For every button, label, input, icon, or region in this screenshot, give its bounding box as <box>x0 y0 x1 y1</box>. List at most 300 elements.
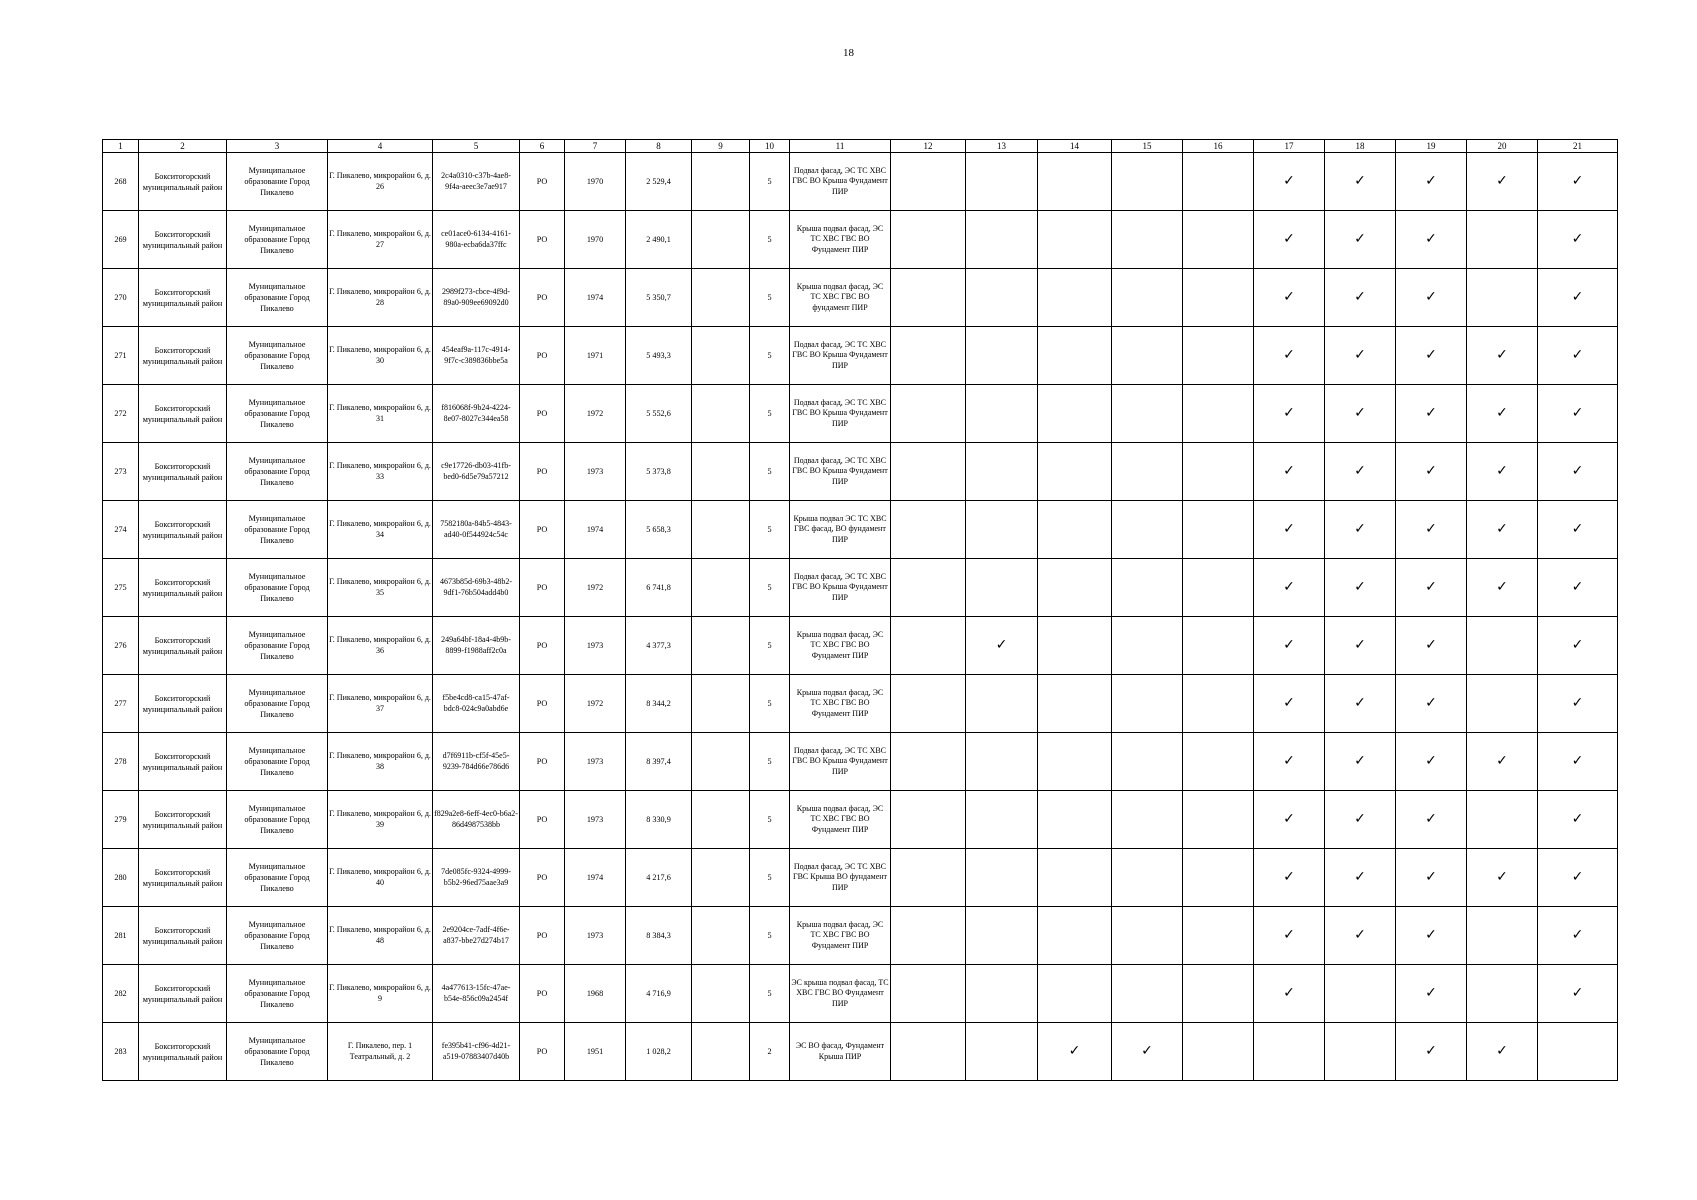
cell-col-14 <box>1038 327 1112 385</box>
cell-year: 1974 <box>565 501 626 559</box>
cell-floors: 5 <box>750 675 790 733</box>
cell-area: 5 552,6 <box>626 385 692 443</box>
cell-col-14 <box>1038 1023 1112 1081</box>
check-icon: ✓ <box>1571 520 1584 537</box>
check-icon: ✓ <box>1354 520 1366 537</box>
cell-type: РО <box>520 849 565 907</box>
cell-municipality: Муниципальное образование Город Пикалево <box>227 385 328 443</box>
check-icon: ✓ <box>1425 288 1437 305</box>
check-icon: ✓ <box>1571 288 1584 305</box>
cell-col-14 <box>1038 617 1112 675</box>
column-header-3: 3 <box>227 140 328 153</box>
cell-col-17 <box>1254 501 1325 559</box>
cell-col-15 <box>1112 501 1183 559</box>
cell-col-21 <box>1538 965 1618 1023</box>
cell-col-16 <box>1183 153 1254 211</box>
table-row <box>103 1023 1618 1081</box>
cell-col-17 <box>1254 791 1325 849</box>
check-icon: ✓ <box>1283 810 1295 827</box>
cell-col-12 <box>891 211 966 269</box>
table-row <box>103 617 1618 675</box>
cell-col-12 <box>891 907 966 965</box>
column-header-18: 18 <box>1325 140 1396 153</box>
cell-num: 278 <box>103 733 139 791</box>
table-row <box>103 849 1618 907</box>
check-icon: ✓ <box>1354 636 1366 653</box>
cell-guid: f5be4cd8-ca15-47af-bdc8-024c9a0abd6e <box>433 675 520 733</box>
cell-col-18 <box>1325 385 1396 443</box>
cell-col-17 <box>1254 1023 1325 1081</box>
cell-works: Подвал фасад, ЭС ТС ХВС ГВС ВО Крыша Фундамент ПИР <box>790 733 891 791</box>
check-icon: ✓ <box>1425 462 1437 479</box>
cell-col-21 <box>1538 1023 1618 1081</box>
cell-col-18 <box>1325 443 1396 501</box>
table-row <box>103 791 1618 849</box>
cell-col-16 <box>1183 675 1254 733</box>
check-icon: ✓ <box>1354 288 1366 305</box>
cell-floors: 5 <box>750 559 790 617</box>
cell-address: Г. Пикалево, микрорайон 6, д. 9 <box>328 965 433 1023</box>
cell-col-14 <box>1038 675 1112 733</box>
cell-floors: 5 <box>750 617 790 675</box>
cell-area: 5 658,3 <box>626 501 692 559</box>
cell-col-13 <box>966 733 1038 791</box>
cell-col-16 <box>1183 327 1254 385</box>
cell-district: Бокситогорский муниципальный район <box>139 617 227 675</box>
cell-col-13 <box>966 617 1038 675</box>
cell-col-13 <box>966 1023 1038 1081</box>
cell-guid: ce01ace0-6134-4161-980a-ecba6da37ffc <box>433 211 520 269</box>
cell-col-19 <box>1396 617 1467 675</box>
cell-works: Крыша подвал фасад, ЭС ТС ХВС ГВС ВО фундамент ПИР <box>790 269 891 327</box>
cell-area: 5 373,8 <box>626 443 692 501</box>
check-icon: ✓ <box>1496 752 1508 769</box>
cell-col-15 <box>1112 327 1183 385</box>
cell-col-13 <box>966 675 1038 733</box>
cell-col-18 <box>1325 153 1396 211</box>
check-icon: ✓ <box>1496 346 1508 363</box>
cell-col-21 <box>1538 269 1618 327</box>
cell-address: Г. Пикалево, микрорайон 6, д. 48 <box>328 907 433 965</box>
check-icon: ✓ <box>1571 810 1584 827</box>
building-registry-table <box>102 139 1618 1081</box>
check-icon: ✓ <box>995 636 1008 653</box>
cell-district: Бокситогорский муниципальный район <box>139 675 227 733</box>
table-row <box>103 385 1618 443</box>
column-header-21: 21 <box>1538 140 1618 153</box>
cell-col-13 <box>966 211 1038 269</box>
cell-col-16 <box>1183 965 1254 1023</box>
cell-year: 1973 <box>565 443 626 501</box>
cell-floors: 5 <box>750 443 790 501</box>
cell-col-15 <box>1112 269 1183 327</box>
cell-address: Г. Пикалево, микрорайон 6, д. 39 <box>328 791 433 849</box>
cell-area: 6 741,8 <box>626 559 692 617</box>
check-icon: ✓ <box>1283 926 1295 943</box>
cell-municipality: Муниципальное образование Город Пикалево <box>227 443 328 501</box>
cell-col-20 <box>1467 849 1538 907</box>
cell-district: Бокситогорский муниципальный район <box>139 849 227 907</box>
check-icon: ✓ <box>1571 346 1584 363</box>
cell-col-13 <box>966 965 1038 1023</box>
cell-empty <box>692 617 750 675</box>
cell-col-19 <box>1396 559 1467 617</box>
cell-district: Бокситогорский муниципальный район <box>139 1023 227 1081</box>
column-header-6: 6 <box>520 140 565 153</box>
cell-year: 1972 <box>565 385 626 443</box>
cell-guid: c9e17726-db03-41fb-bed0-6d5e79a57212 <box>433 443 520 501</box>
check-icon: ✓ <box>1283 694 1295 711</box>
check-icon: ✓ <box>1425 230 1437 247</box>
cell-area: 4 217,6 <box>626 849 692 907</box>
check-icon: ✓ <box>1425 346 1437 363</box>
cell-col-16 <box>1183 617 1254 675</box>
cell-empty <box>692 791 750 849</box>
cell-year: 1973 <box>565 791 626 849</box>
cell-municipality: Муниципальное образование Город Пикалево <box>227 849 328 907</box>
cell-col-15 <box>1112 443 1183 501</box>
cell-district: Бокситогорский муниципальный район <box>139 385 227 443</box>
cell-col-19 <box>1396 733 1467 791</box>
cell-empty <box>692 385 750 443</box>
cell-num: 269 <box>103 211 139 269</box>
table-row <box>103 269 1618 327</box>
cell-area: 5 350,7 <box>626 269 692 327</box>
cell-floors: 5 <box>750 907 790 965</box>
cell-type: РО <box>520 617 565 675</box>
cell-num: 276 <box>103 617 139 675</box>
cell-col-12 <box>891 965 966 1023</box>
cell-col-17 <box>1254 327 1325 385</box>
cell-col-14 <box>1038 849 1112 907</box>
cell-col-18 <box>1325 211 1396 269</box>
cell-col-21 <box>1538 501 1618 559</box>
cell-address: Г. Пикалево, пер. 1 Театральный, д. 2 <box>328 1023 433 1081</box>
cell-col-17 <box>1254 675 1325 733</box>
check-icon: ✓ <box>1496 404 1508 421</box>
check-icon: ✓ <box>1283 404 1295 421</box>
cell-col-20 <box>1467 907 1538 965</box>
column-header-1: 1 <box>103 140 139 153</box>
check-icon: ✓ <box>1571 636 1584 653</box>
cell-col-16 <box>1183 1023 1254 1081</box>
table-row <box>103 733 1618 791</box>
check-icon: ✓ <box>1283 520 1295 537</box>
cell-col-16 <box>1183 733 1254 791</box>
cell-num: 270 <box>103 269 139 327</box>
page-number: 18 <box>843 47 854 59</box>
cell-col-14 <box>1038 559 1112 617</box>
cell-col-21 <box>1538 385 1618 443</box>
cell-district: Бокситогорский муниципальный район <box>139 153 227 211</box>
cell-num: 272 <box>103 385 139 443</box>
cell-address: Г. Пикалево, микрорайон 6, д. 28 <box>328 269 433 327</box>
cell-col-21 <box>1538 559 1618 617</box>
cell-floors: 5 <box>750 269 790 327</box>
cell-area: 8 397,4 <box>626 733 692 791</box>
cell-col-15 <box>1112 153 1183 211</box>
cell-year: 1972 <box>565 675 626 733</box>
cell-col-19 <box>1396 269 1467 327</box>
cell-floors: 5 <box>750 385 790 443</box>
check-icon: ✓ <box>1571 462 1584 479</box>
column-header-8: 8 <box>626 140 692 153</box>
column-header-9: 9 <box>692 140 750 153</box>
cell-col-17 <box>1254 211 1325 269</box>
cell-col-19 <box>1396 849 1467 907</box>
cell-col-12 <box>891 385 966 443</box>
check-icon: ✓ <box>1425 868 1437 885</box>
cell-col-15 <box>1112 675 1183 733</box>
cell-col-14 <box>1038 907 1112 965</box>
cell-floors: 5 <box>750 965 790 1023</box>
cell-year: 1973 <box>565 617 626 675</box>
cell-district: Бокситогорский муниципальный район <box>139 269 227 327</box>
check-icon: ✓ <box>1571 868 1584 885</box>
cell-num: 274 <box>103 501 139 559</box>
cell-works: ЭС крыша подвал фасад, ТС ХВС ГВС ВО Фундамент ПИР <box>790 965 891 1023</box>
cell-works: Подвал фасад, ЭС ТС ХВС ГВС ВО Крыша Фундамент ПИР <box>790 385 891 443</box>
cell-col-18 <box>1325 791 1396 849</box>
cell-col-16 <box>1183 907 1254 965</box>
cell-col-15 <box>1112 211 1183 269</box>
check-icon: ✓ <box>1425 1042 1437 1059</box>
column-header-17: 17 <box>1254 140 1325 153</box>
cell-municipality: Муниципальное образование Город Пикалево <box>227 617 328 675</box>
cell-empty <box>692 269 750 327</box>
cell-col-17 <box>1254 617 1325 675</box>
cell-col-17 <box>1254 907 1325 965</box>
cell-address: Г. Пикалево, микрорайон 6, д. 38 <box>328 733 433 791</box>
column-header-13: 13 <box>966 140 1038 153</box>
check-icon: ✓ <box>1283 346 1295 363</box>
cell-col-14 <box>1038 443 1112 501</box>
cell-col-19 <box>1396 791 1467 849</box>
cell-col-15 <box>1112 733 1183 791</box>
cell-col-12 <box>891 849 966 907</box>
cell-address: Г. Пикалево, микрорайон 6, д. 31 <box>328 385 433 443</box>
cell-municipality: Муниципальное образование Город Пикалево <box>227 501 328 559</box>
cell-col-18 <box>1325 617 1396 675</box>
cell-col-12 <box>891 443 966 501</box>
check-icon: ✓ <box>1571 984 1584 1001</box>
check-icon: ✓ <box>1496 462 1508 479</box>
cell-col-19 <box>1396 501 1467 559</box>
cell-empty <box>692 211 750 269</box>
cell-col-12 <box>891 791 966 849</box>
cell-type: РО <box>520 211 565 269</box>
cell-col-18 <box>1325 965 1396 1023</box>
cell-col-20 <box>1467 269 1538 327</box>
cell-col-17 <box>1254 559 1325 617</box>
check-icon: ✓ <box>1496 520 1508 537</box>
cell-floors: 5 <box>750 327 790 385</box>
cell-col-21 <box>1538 211 1618 269</box>
cell-col-20 <box>1467 211 1538 269</box>
cell-col-13 <box>966 907 1038 965</box>
cell-col-19 <box>1396 1023 1467 1081</box>
cell-col-21 <box>1538 791 1618 849</box>
cell-col-20 <box>1467 791 1538 849</box>
cell-area: 4 716,9 <box>626 965 692 1023</box>
cell-col-21 <box>1538 733 1618 791</box>
cell-district: Бокситогорский муниципальный район <box>139 327 227 385</box>
check-icon: ✓ <box>1571 230 1584 247</box>
column-header-2: 2 <box>139 140 227 153</box>
cell-year: 1951 <box>565 1023 626 1081</box>
cell-works: Крыша подвал фасад, ЭС ТС ХВС ГВС ВО Фундамент ПИР <box>790 907 891 965</box>
check-icon: ✓ <box>1354 346 1366 363</box>
cell-col-17 <box>1254 965 1325 1023</box>
cell-col-16 <box>1183 443 1254 501</box>
column-header-20: 20 <box>1467 140 1538 153</box>
cell-num: 281 <box>103 907 139 965</box>
cell-area: 8 384,3 <box>626 907 692 965</box>
cell-num: 283 <box>103 1023 139 1081</box>
cell-col-21 <box>1538 617 1618 675</box>
check-icon: ✓ <box>1571 752 1584 769</box>
cell-col-17 <box>1254 849 1325 907</box>
cell-empty <box>692 501 750 559</box>
check-icon: ✓ <box>1283 172 1295 189</box>
column-header-5: 5 <box>433 140 520 153</box>
cell-district: Бокситогорский муниципальный район <box>139 907 227 965</box>
cell-type: РО <box>520 965 565 1023</box>
cell-works: Подвал фасад, ЭС ТС ХВС ГВС ВО Крыша Фундамент ПИР <box>790 443 891 501</box>
check-icon: ✓ <box>1496 1042 1508 1059</box>
cell-col-13 <box>966 385 1038 443</box>
cell-municipality: Муниципальное образование Город Пикалево <box>227 153 328 211</box>
table-row <box>103 907 1618 965</box>
cell-municipality: Муниципальное образование Город Пикалево <box>227 675 328 733</box>
check-icon: ✓ <box>1425 636 1437 653</box>
cell-municipality: Муниципальное образование Город Пикалево <box>227 1023 328 1081</box>
cell-district: Бокситогорский муниципальный район <box>139 559 227 617</box>
cell-col-21 <box>1538 153 1618 211</box>
cell-empty <box>692 965 750 1023</box>
check-icon: ✓ <box>1425 984 1437 1001</box>
cell-guid: d7f6911b-cf5f-45e5-9239-784d66e786d6 <box>433 733 520 791</box>
cell-col-14 <box>1038 965 1112 1023</box>
cell-num: 279 <box>103 791 139 849</box>
cell-floors: 5 <box>750 211 790 269</box>
cell-col-13 <box>966 849 1038 907</box>
cell-col-16 <box>1183 849 1254 907</box>
cell-type: РО <box>520 907 565 965</box>
cell-guid: 454eaf9a-117c-4914-9f7c-c389836bbe5a <box>433 327 520 385</box>
cell-col-19 <box>1396 443 1467 501</box>
table-row <box>103 965 1618 1023</box>
cell-col-19 <box>1396 211 1467 269</box>
table-row <box>103 211 1618 269</box>
cell-col-18 <box>1325 1023 1396 1081</box>
check-icon: ✓ <box>1425 578 1437 595</box>
cell-area: 5 493,3 <box>626 327 692 385</box>
cell-col-12 <box>891 559 966 617</box>
check-icon: ✓ <box>1354 926 1366 943</box>
cell-col-18 <box>1325 501 1396 559</box>
table-row <box>103 675 1618 733</box>
check-icon: ✓ <box>1496 578 1508 595</box>
check-icon: ✓ <box>1283 868 1295 885</box>
check-icon: ✓ <box>1354 752 1366 769</box>
column-header-14: 14 <box>1038 140 1112 153</box>
cell-col-16 <box>1183 269 1254 327</box>
cell-empty <box>692 153 750 211</box>
table-row <box>103 153 1618 211</box>
cell-col-21 <box>1538 849 1618 907</box>
cell-municipality: Муниципальное образование Город Пикалево <box>227 559 328 617</box>
cell-type: РО <box>520 327 565 385</box>
cell-col-21 <box>1538 675 1618 733</box>
cell-col-19 <box>1396 965 1467 1023</box>
cell-col-14 <box>1038 153 1112 211</box>
cell-type: РО <box>520 153 565 211</box>
cell-district: Бокситогорский муниципальный район <box>139 443 227 501</box>
cell-num: 268 <box>103 153 139 211</box>
cell-col-13 <box>966 269 1038 327</box>
cell-col-14 <box>1038 269 1112 327</box>
cell-address: Г. Пикалево, микрорайон 6, д. 40 <box>328 849 433 907</box>
check-icon: ✓ <box>1354 694 1366 711</box>
check-icon: ✓ <box>1425 752 1437 769</box>
cell-municipality: Муниципальное образование Город Пикалево <box>227 965 328 1023</box>
cell-year: 1970 <box>565 211 626 269</box>
cell-col-13 <box>966 791 1038 849</box>
cell-district: Бокситогорский муниципальный район <box>139 791 227 849</box>
cell-type: РО <box>520 675 565 733</box>
cell-col-15 <box>1112 791 1183 849</box>
check-icon: ✓ <box>1141 1042 1153 1059</box>
table-row <box>103 501 1618 559</box>
cell-floors: 2 <box>750 1023 790 1081</box>
cell-col-14 <box>1038 791 1112 849</box>
check-icon: ✓ <box>1571 926 1584 943</box>
cell-col-13 <box>966 327 1038 385</box>
table-row <box>103 327 1618 385</box>
cell-works: Крыша подвал фасад, ЭС ТС ХВС ГВС ВО Фундамент ПИР <box>790 675 891 733</box>
cell-empty <box>692 327 750 385</box>
cell-col-20 <box>1467 501 1538 559</box>
cell-col-20 <box>1467 965 1538 1023</box>
cell-floors: 5 <box>750 153 790 211</box>
cell-col-14 <box>1038 211 1112 269</box>
cell-guid: 2989f273-cbce-4f9d-89a0-909ee69092d0 <box>433 269 520 327</box>
cell-year: 1972 <box>565 559 626 617</box>
cell-col-17 <box>1254 443 1325 501</box>
cell-col-20 <box>1467 617 1538 675</box>
cell-empty <box>692 733 750 791</box>
cell-col-19 <box>1396 385 1467 443</box>
cell-district: Бокситогорский муниципальный район <box>139 501 227 559</box>
cell-guid: 249a64bf-18a4-4b9b-8899-f1988aff2c0a <box>433 617 520 675</box>
cell-empty <box>692 443 750 501</box>
cell-area: 8 344,2 <box>626 675 692 733</box>
cell-area: 2 490,1 <box>626 211 692 269</box>
cell-year: 1971 <box>565 327 626 385</box>
cell-empty <box>692 849 750 907</box>
cell-col-20 <box>1467 153 1538 211</box>
header-row <box>103 140 1618 153</box>
column-header-10: 10 <box>750 140 790 153</box>
check-icon: ✓ <box>1425 404 1437 421</box>
cell-guid: 4a477613-15fc-47ae-b54e-856c09a2454f <box>433 965 520 1023</box>
cell-works: Подвал фасад, ЭС ТС ХВС ГВС ВО Крыша Фундамент ПИР <box>790 327 891 385</box>
cell-col-16 <box>1183 211 1254 269</box>
check-icon: ✓ <box>1354 810 1366 827</box>
cell-col-15 <box>1112 559 1183 617</box>
cell-municipality: Муниципальное образование Город Пикалево <box>227 211 328 269</box>
